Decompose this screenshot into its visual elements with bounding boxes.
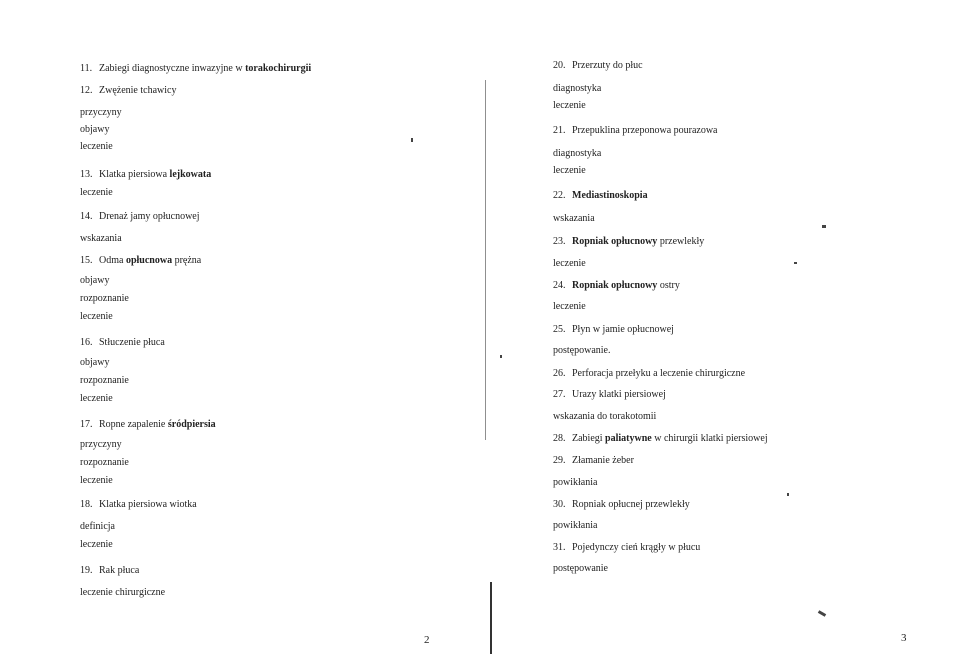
item-number: 25. [553,324,566,335]
heading-item [80,85,176,97]
item-title: Zwężenie tchawicy [99,85,177,96]
item-number: 15. [80,255,93,266]
item-title: prężna [172,255,202,266]
item-number: 13. [80,169,93,180]
item-title: Przepuklina przeponowa pourazowa [572,125,718,136]
item-number: 31. [553,542,566,553]
heading-item [553,433,768,445]
sub-item: wskazania [80,233,122,244]
heading-item [80,419,216,431]
heading-item [553,542,700,554]
heading-item [553,60,643,72]
heading-item [80,169,211,181]
item-number: 11. [80,63,93,74]
item-title: przewlekły [657,236,705,247]
item-number: 26. [553,368,566,379]
sub-item: przyczyny [80,107,122,118]
item-title: Klatka piersiowa [99,169,170,180]
sub-item: powikłania [553,520,598,531]
item-title: Przerzuty do płuc [572,60,643,71]
item-number: 14. [80,211,93,222]
item-number: 12. [80,85,93,96]
heading-item [553,389,666,401]
item-title: Urazy klatki piersiowej [572,389,666,400]
fold-line-lower [490,582,492,654]
sub-item: leczenie [80,187,113,198]
item-title: Drenaż jamy opłucnowej [99,211,200,222]
heading-item [80,337,165,349]
sub-item: powikłania [553,477,598,488]
item-title-bold: śródpiersia [167,419,216,430]
item-title: Ropniak opłucnej przewlekły [572,499,690,510]
sub-item: objawy [80,275,110,286]
scan-speck [822,225,826,228]
sub-item: diagnostyka [553,148,602,159]
heading-item [80,63,311,75]
scan-speck [818,610,826,617]
item-title-bold: paliatywne [605,433,652,444]
sub-item: leczenie [80,311,113,322]
item-title-bold: Mediastinoskopia [572,190,648,201]
sub-item: wskazania [553,213,595,224]
sub-item: przyczyny [80,439,122,450]
sub-item: objawy [80,357,110,368]
item-number: 19. [80,565,93,576]
sub-item: postępowanie [553,563,608,574]
sub-item: leczenie [553,100,586,111]
item-title: w chirurgii klatki piersiowej [651,433,768,444]
heading-item [553,280,680,292]
item-number: 22. [553,190,566,201]
sub-item: leczenie [553,165,586,176]
sub-item: rozpoznanie [80,375,129,386]
heading-item [553,190,648,202]
item-title: Rak płuca [99,565,140,576]
sub-item: leczenie [80,393,113,404]
sub-item: diagnostyka [553,83,602,94]
heading-item [80,565,139,577]
item-title: ostry [657,280,680,291]
item-number: 20. [553,60,566,71]
item-number: 27. [553,389,566,400]
scan-speck [411,138,413,142]
heading-item [553,236,704,248]
item-title: Zabiegi diagnostyczne inwazyjne w [99,63,246,74]
heading-item [553,368,745,380]
heading-item [80,211,200,223]
sub-item: leczenie [553,301,586,312]
sub-item: rozpoznanie [80,293,129,304]
item-number: 16. [80,337,93,348]
item-title: Odma [99,255,126,266]
item-title: Ropne zapalenie [99,419,168,430]
item-number: 17. [80,419,93,430]
sub-item: definicja [80,521,115,532]
heading-item [553,125,718,137]
sub-item: leczenie chirurgiczne [80,587,166,598]
scan-speck [500,355,502,358]
sub-item: leczenie [80,539,113,550]
item-title: Płyn w jamie opłucnowej [572,324,674,335]
item-number: 30. [553,499,566,510]
page-number-right: 3 [901,632,907,644]
heading-item [553,455,634,467]
heading-item [553,324,674,336]
item-title: Złamanie żeber [572,455,634,466]
item-number: 23. [553,236,566,247]
item-title: Pojedynczy cień krągły w płucu [572,542,701,553]
sub-item: leczenie [80,141,113,152]
item-title-bold: lejkowata [169,169,212,180]
item-title: Perforacja przełyku a leczenie chirurgiczne [572,368,746,379]
item-title: Stłuczenie płuca [99,337,165,348]
item-number: 21. [553,125,566,136]
item-number: 18. [80,499,93,510]
item-number: 24. [553,280,566,291]
heading-item [553,499,690,511]
heading-item [80,499,197,511]
item-title: Zabiegi [572,433,606,444]
scan-speck [787,493,789,496]
sub-item: leczenie [553,258,586,269]
fold-line [485,80,486,440]
item-number: 28. [553,433,566,444]
item-title: Klatka piersiowa wiotka [99,499,197,510]
item-title-bold: opłucnowa [125,255,173,266]
item-title-bold: Ropniak opłucnowy [572,280,658,291]
scan-speck [794,262,797,264]
heading-item [80,255,201,267]
sub-item: objawy [80,124,110,135]
item-number: 29. [553,455,566,466]
page-number-left: 2 [424,634,430,646]
item-title-bold: Ropniak opłucnowy [572,236,658,247]
item-title-bold: torakochirurgii [245,63,312,74]
sub-item: postępowanie. [553,345,611,356]
sub-item: rozpoznanie [80,457,129,468]
sub-item: leczenie [80,475,113,486]
sub-item: wskazania do torakotomii [553,411,657,422]
